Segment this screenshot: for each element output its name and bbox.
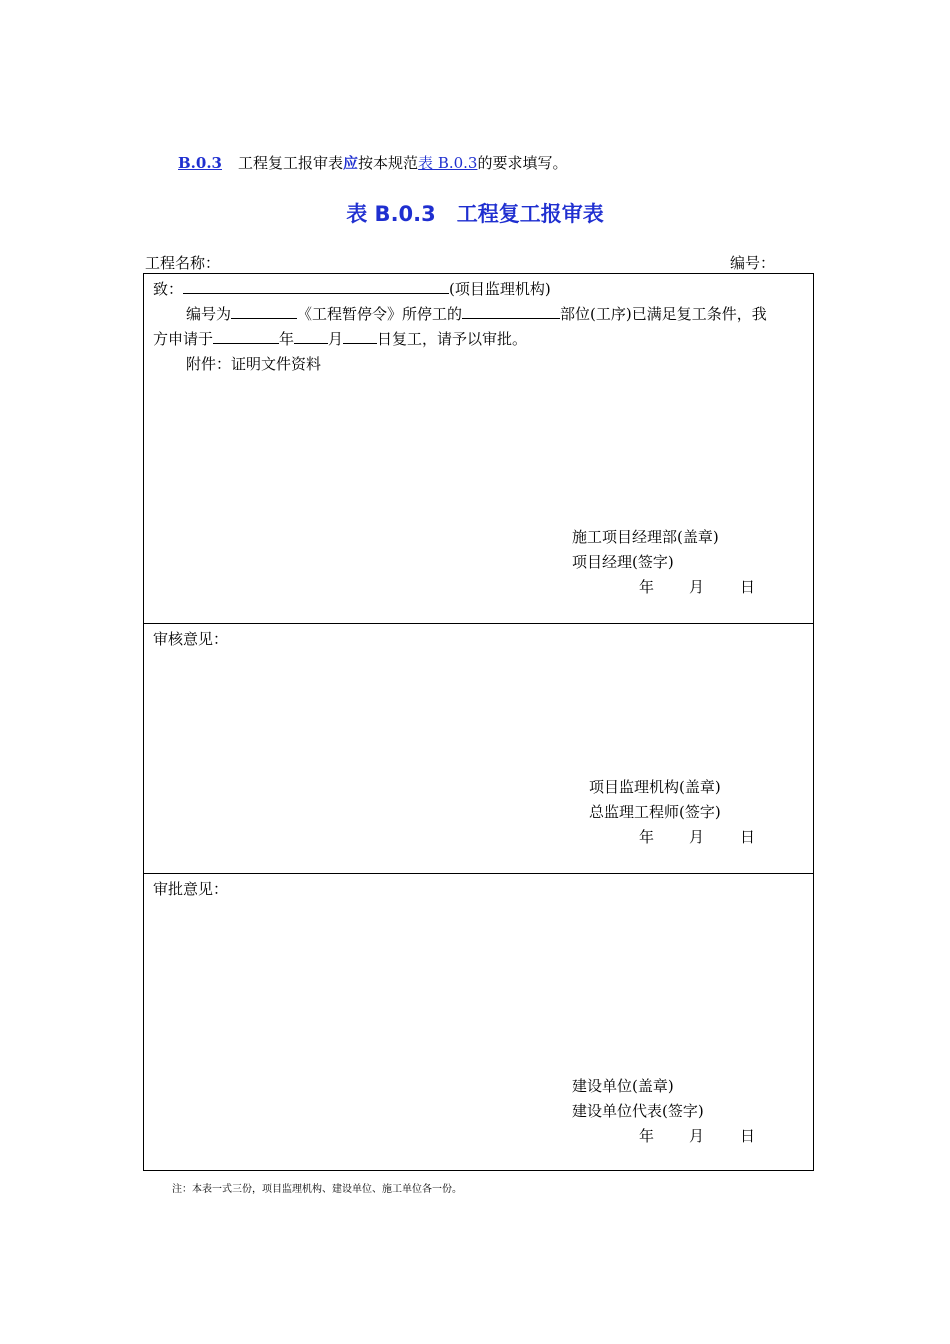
date-day: 日 xyxy=(740,828,756,846)
review-opinion-label: 审核意见： xyxy=(153,630,229,648)
project-name-label: 工程名称： xyxy=(145,254,221,272)
request-line-2 xyxy=(153,328,527,349)
date-month: 月 xyxy=(689,828,705,846)
clause-text: 工程复工报审表 xyxy=(238,154,344,172)
owner-seal-label: 建设单位(盖章) xyxy=(572,1077,674,1095)
to-label: 致： xyxy=(153,280,184,298)
request-line-1 xyxy=(186,303,767,324)
day-blank[interactable] xyxy=(343,342,377,344)
text: 《工程暂停令》所停工的 xyxy=(297,305,463,323)
order-number-blank[interactable] xyxy=(231,317,297,319)
approval-opinion-label: 审批意见： xyxy=(153,880,229,898)
text: 方申请于 xyxy=(153,330,214,348)
text: 部位(工序)已满足复工条件，我 xyxy=(560,305,767,323)
review-form-table xyxy=(143,273,814,1171)
clause-text: 的要求填写。 xyxy=(477,154,568,172)
date-month: 月 xyxy=(689,1127,705,1145)
manager-signature-label: 项目经理(签字) xyxy=(572,553,674,571)
footnote: 注：本表一式三份，项目监理机构、建设单位、施工单位各一份。 xyxy=(172,1184,462,1195)
clause-paragraph xyxy=(178,152,567,173)
table-title: 表 B.0.3 工程复工报审表 xyxy=(346,202,604,226)
supervision-seal-label: 项目监理机构(盖章) xyxy=(589,778,721,796)
date-month: 月 xyxy=(689,578,705,596)
clause-emphasis: 应 xyxy=(343,154,359,172)
date-year: 年 xyxy=(639,828,655,846)
chief-engineer-signature-label: 总监理工程师(签字) xyxy=(589,803,721,821)
text: 编号为 xyxy=(186,305,232,323)
text: 月 xyxy=(328,330,344,348)
date-day: 日 xyxy=(740,578,756,596)
date-day: 日 xyxy=(740,1127,756,1145)
month-blank[interactable] xyxy=(294,342,328,344)
attachment-line: 附件：证明文件资料 xyxy=(186,355,322,373)
clause-text: 按本规范 xyxy=(358,154,419,172)
row-divider xyxy=(144,873,813,874)
addressee-line xyxy=(153,278,551,299)
year-blank[interactable] xyxy=(213,342,279,344)
date-year: 年 xyxy=(639,578,655,596)
date-year: 年 xyxy=(639,1127,655,1145)
contractor-seal-label: 施工项目经理部(盖章) xyxy=(572,528,719,546)
owner-rep-signature-label: 建设单位代表(签字) xyxy=(572,1102,704,1120)
text: 日复工，请予以审批。 xyxy=(377,330,528,348)
clause-number-link[interactable]: B.0.3 xyxy=(178,154,222,172)
addressee-suffix: (项目监理机构) xyxy=(449,280,551,298)
row-divider xyxy=(144,623,813,624)
addressee-blank[interactable] xyxy=(183,292,449,294)
work-part-blank[interactable] xyxy=(462,317,560,319)
form-number-label: 编号： xyxy=(730,254,776,272)
text: 年 xyxy=(279,330,295,348)
table-reference-link[interactable]: 表 B.0.3 xyxy=(418,154,478,172)
